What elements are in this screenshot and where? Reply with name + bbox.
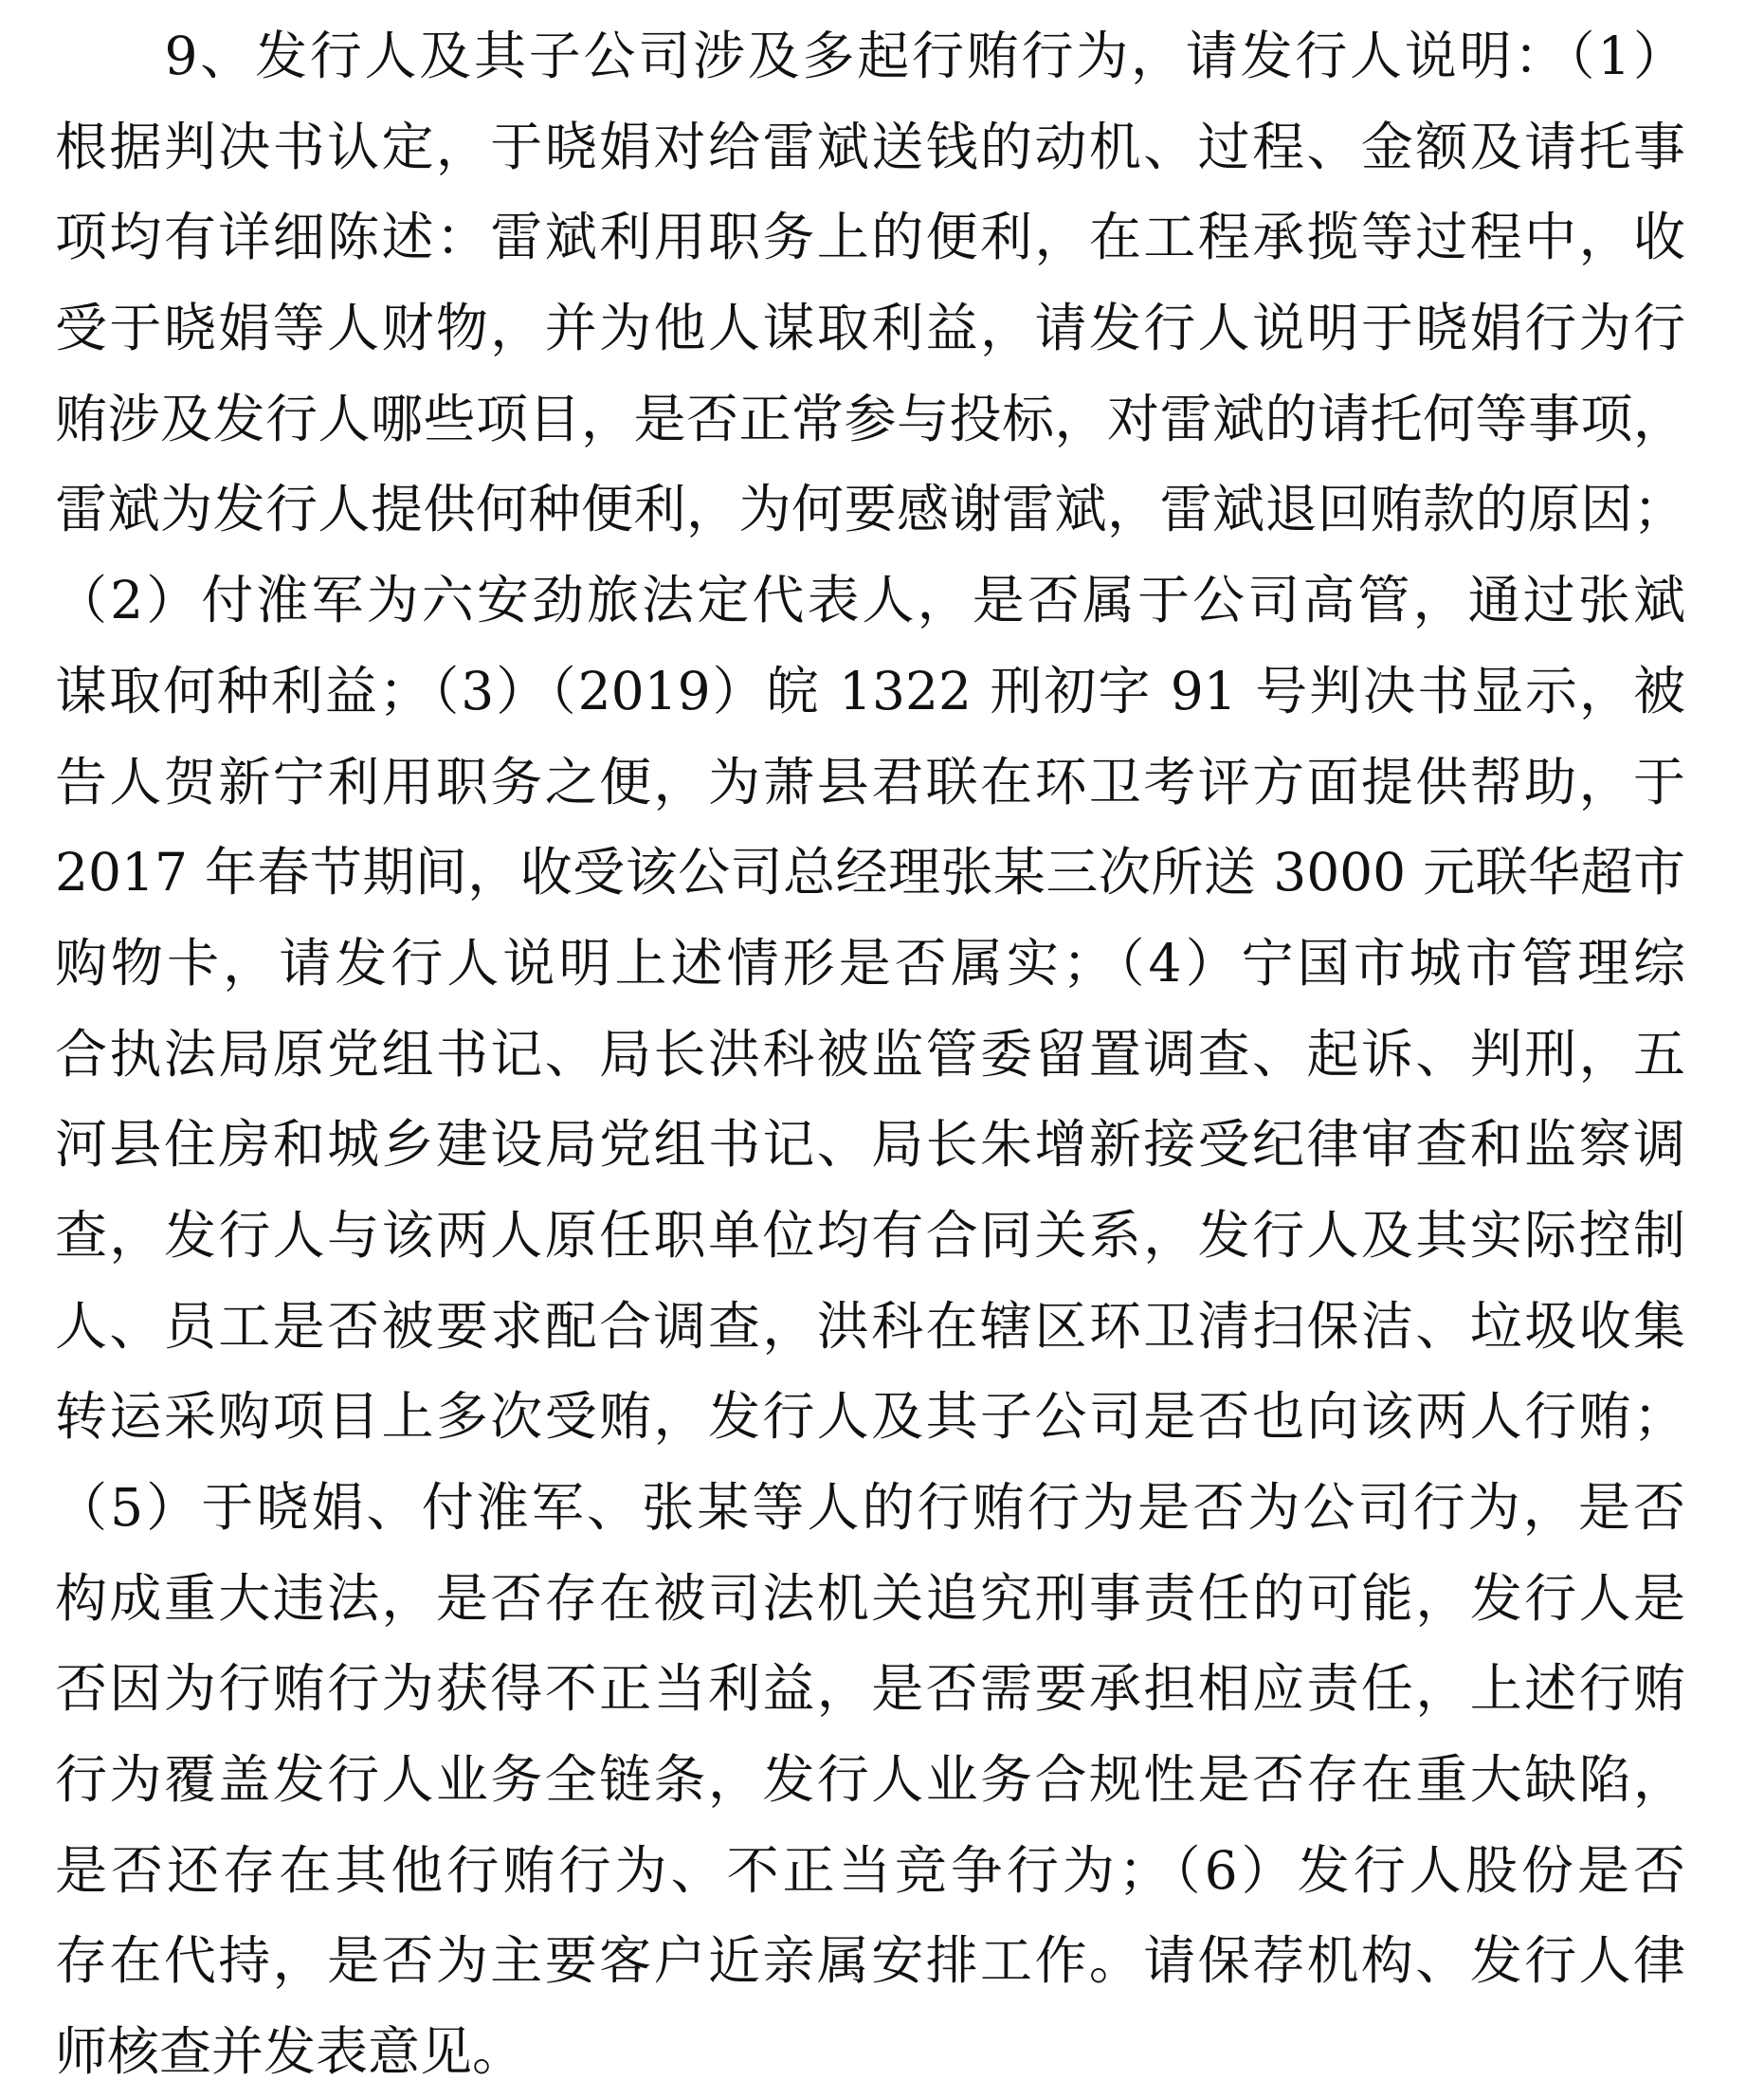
paragraph-line-3: 项均有详细陈述：雷斌利用职务上的便利，在工程承揽等过程中，收 [55, 207, 1685, 268]
paragraph-line-8: 谋取何种利益；（3）（2019）皖 1322 刑初字 91 号判决书显示，被 [55, 660, 1685, 721]
paragraph-line-7: （2）付淮军为六安劲旅法定代表人，是否属于公司高管，通过张斌 [55, 570, 1685, 631]
paragraph-line-17: （5）于晓娟、付淮军、张某等人的行贿行为是否为公司行为，是否 [55, 1477, 1685, 1538]
paragraph-line-1: 9、发行人及其子公司涉及多起行贿行为，请发行人说明：（1） [55, 26, 1685, 86]
paragraph-line-14: 查，发行人与该两人原任职单位均有合同关系，发行人及其实际控制 [55, 1204, 1685, 1266]
paragraph-line-16: 转运采购项目上多次受贿，发行人及其子公司是否也向该两人行贿； [55, 1386, 1685, 1448]
paragraph-line-5: 贿涉及发行人哪些项目，是否正常参与投标，对雷斌的请托何等事项， [55, 388, 1685, 449]
paragraph-line-19: 否因为行贿行为获得不正当利益，是否需要承担相应责任，上述行贿 [55, 1658, 1685, 1720]
paragraph-line-15: 人、员工是否被要求配合调查，洪科在辖区环卫清扫保洁、垃圾收集 [55, 1295, 1685, 1357]
paragraph-line-10: 2017 年春节期间，收受该公司总经理张某三次所送 3000 元联华超市 [55, 842, 1685, 903]
question-paragraph [55, 11, 1685, 2098]
paragraph-line-2: 根据判决书认定，于晓娟对给雷斌送钱的动机、过程、金额及请托事 [55, 116, 1685, 177]
paragraph-line-23: 师核查并发表意见。 [55, 2021, 525, 2083]
paragraph-line-4: 受于晓娟等人财物，并为他人谋取利益，请发行人说明于晓娟行为行 [55, 298, 1685, 359]
paragraph-line-11: 购物卡，请发行人说明上述情形是否属实；（4）宁国市城市管理综 [55, 932, 1685, 994]
paragraph-line-20: 行为覆盖发行人业务全链条，发行人业务合规性是否存在重大缺陷， [55, 1749, 1685, 1811]
paragraph-line-9: 告人贺新宁利用职务之便，为萧县君联在环卫考评方面提供帮助，于 [55, 751, 1685, 812]
paragraph-line-18: 构成重大违法，是否存在被司法机关追究刑事责任的可能，发行人是 [55, 1567, 1685, 1629]
paragraph-line-12: 合执法局原党组书记、局长洪科被监管委留置调查、起诉、判刑，五 [55, 1023, 1685, 1085]
paragraph-line-22: 存在代持，是否为主要客户近亲属安排工作。请保荐机构、发行人律 [55, 1930, 1685, 1992]
paragraph-line-6: 雷斌为发行人提供何种便利，为何要感谢雷斌，雷斌退回贿款的原因； [55, 479, 1685, 540]
paragraph-line-21: 是否还存在其他行贿行为、不正当竞争行为；（6）发行人股份是否 [55, 1839, 1685, 1901]
paragraph-line-13: 河县住房和城乡建设局党组书记、局长朱增新接受纪律审查和监察调 [55, 1114, 1685, 1176]
